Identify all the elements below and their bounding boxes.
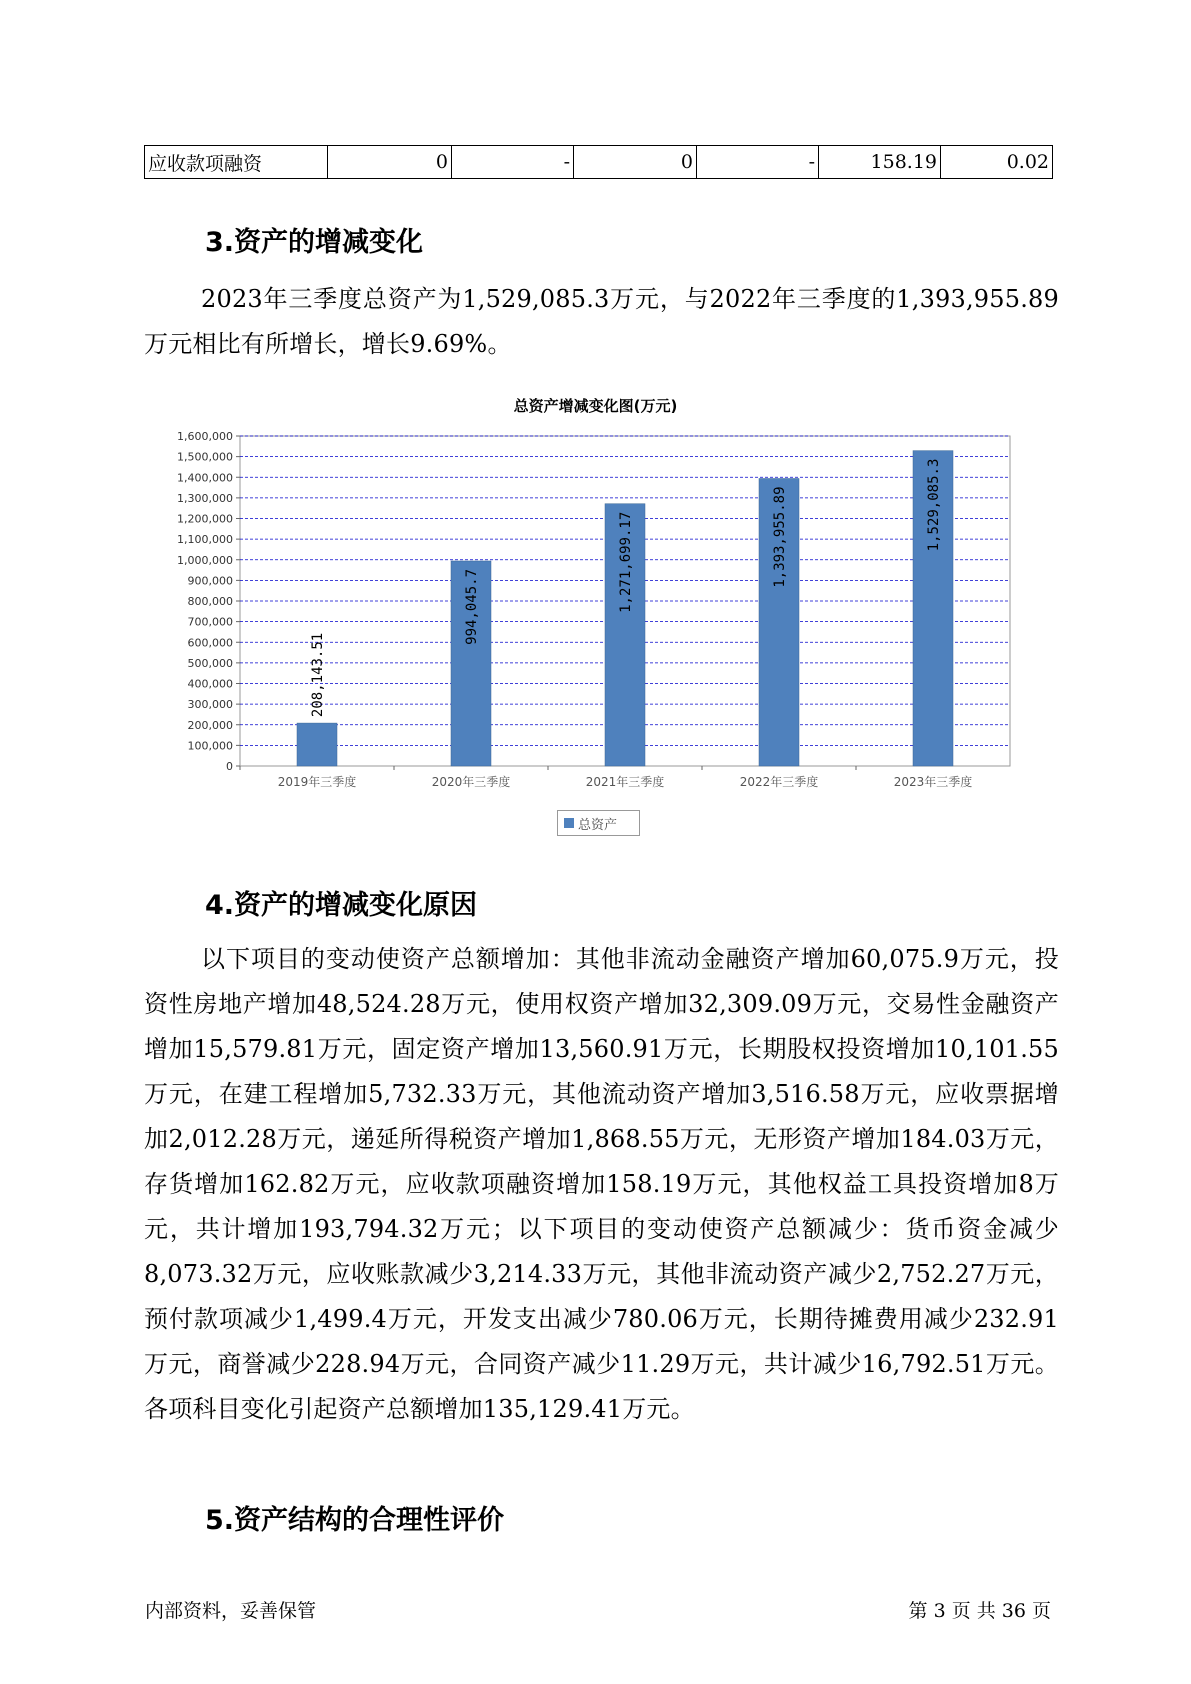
table-cell: 0 (328, 146, 452, 179)
y-tick-label: 1,500,000 (177, 450, 233, 464)
y-tick-label: 1,000,000 (177, 553, 233, 567)
y-tick-label: 900,000 (187, 574, 233, 588)
legend-swatch (564, 818, 574, 828)
y-tick-label: 800,000 (187, 595, 233, 608)
chart-legend (557, 810, 640, 836)
x-tick-label: 2019年三季度 (277, 775, 357, 789)
asset-table-row (144, 145, 1053, 179)
row-label: 应收款项融资 (145, 146, 328, 179)
y-tick-label: 1,200,000 (177, 512, 233, 526)
table-row (145, 146, 1053, 179)
y-tick-label: 100,000 (187, 739, 233, 753)
bar-data-label: 208,143.51 (310, 632, 326, 718)
footer-page-number: 第 3 页 共 36 页 (908, 1600, 1051, 1622)
x-tick-label: 2021年三季度 (585, 775, 665, 789)
y-tick-label: 200,000 (187, 718, 233, 732)
bar-data-label: 1,393,955.89 (772, 486, 788, 588)
y-tick-label: 700,000 (187, 615, 233, 629)
section-5-heading: 5.资产结构的合理性评价 (205, 1505, 505, 1536)
section-4-text: 以下项目的变动使资产总额增加：其他非流动金融资产增加60,075.9万元，投资性房地产增加48,524.28万元，使用权资产增加32,309.09万元，交易性金融资产增加15,579.81万元，固定资产增加13,560.91万元，长期股权投资增加10,101.55万元，在建工程增加5,732.33万元，其他流动资产增加3,516.58万元，应收票据增加2,012.28万元，递延所得税资产增加1,868.55万元，无形资产增加184.03万元，存货增加162.82万元，应收款项融资增加158.19万元，其他权益工具投资增加8万元，共计增加193,794.32万元；以下项目的变动使资产总额减少：货币资金减少8,073.32万元，应收账款减少3,214.33万元，其他非流动资产减少2,752.27万元，预付款项减少1,499.4万元，开发支出减少780.06万元，长期待摊费用减少232.91万元，商誉减少228.94万元，合同资产减少11.29万元，共计减少16,792.51万元。各项科目变化引起资产总额增加135,129.41万元。 (144, 945, 1059, 1423)
y-tick-label: 600,000 (187, 636, 233, 650)
table-cell: 0 (574, 146, 697, 179)
y-tick-label: 0 (226, 760, 233, 773)
table-cell: 158.19 (819, 146, 941, 179)
bar-data-label: 1,529,085.3 (926, 458, 942, 552)
bar-data-label: 994,045.7 (464, 568, 480, 645)
section-3-heading: 3.资产的增减变化 (205, 227, 424, 258)
y-tick-label: 1,400,000 (177, 471, 233, 485)
chart-title: 总资产增减变化图(万元) (513, 397, 678, 415)
y-tick-label: 1,100,000 (177, 533, 233, 547)
section-3-text: 2023年三季度总资产为1,529,085.3万元，与2022年三季度的1,393,955.89万元相比有所增长，增长9.69%。 (144, 285, 1059, 358)
table-cell: - (452, 146, 574, 179)
y-tick-label: 500,000 (187, 656, 233, 670)
table-cell: - (697, 146, 819, 179)
section-4-heading: 4.资产的增减变化原因 (205, 890, 478, 921)
y-tick-label: 1,300,000 (177, 491, 233, 505)
table-cell: 0.02 (941, 146, 1053, 179)
bar-data-label: 1,271,699.17 (618, 511, 634, 613)
y-tick-label: 300,000 (187, 698, 233, 712)
total-assets-bar-chart (160, 420, 1040, 820)
x-tick-label: 2020年三季度 (431, 775, 511, 789)
footer-confidential: 内部资料，妥善保管 (145, 1600, 317, 1622)
legend-label: 总资产 (578, 817, 618, 833)
x-tick-label: 2023年三季度 (893, 775, 973, 789)
bar (297, 723, 337, 766)
x-tick-label: 2022年三季度 (739, 775, 819, 789)
y-tick-label: 1,600,000 (177, 430, 233, 443)
y-tick-label: 400,000 (187, 677, 233, 691)
